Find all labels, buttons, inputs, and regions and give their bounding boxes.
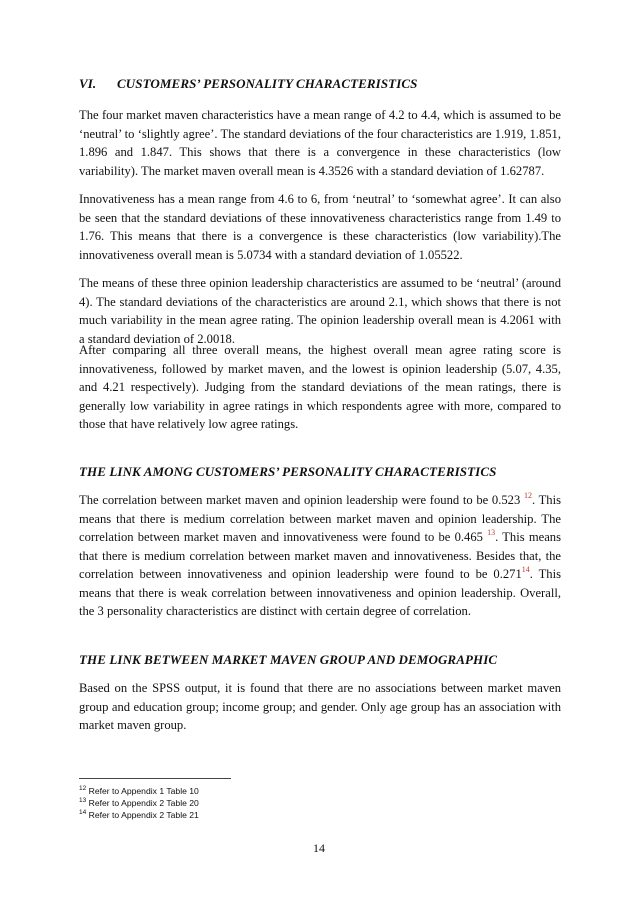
paragraph-market-maven: The four market maven characteristics have a mean range of 4.2 to 4.4, which is assumed to be ‘neutral’ to ‘slightly agree’. The standard deviations of the four characteristics are 1.919, 1.851, 1.896 and 1.847. This shows that there is a convergence in these characteristics (low variability). The market maven overall mean is 4.3526 with a standard deviation of 1.62787. [79, 108, 561, 178]
paragraph-innovativeness: Innovativeness has a mean range from 4.6 to 6, from ‘neutral’ to ‘somewhat agree’. It can also be seen that the standard deviations of these innovativeness characteristics range from 1.49 to 1.76. This means that there is a convergence is these characteristics (low variability).The innovativeness overall mean is 5.0734 with a standard deviation of 1.05522. [79, 192, 561, 262]
footnote-ref-13[interactable]: 13 [487, 528, 496, 537]
footnote-ref-12[interactable]: 12 [523, 491, 532, 500]
paragraph-comparison: After comparing all three overall means, the highest overall mean agree rating score is innovativeness, followed by market maven, and the lowest is opinion leadership (5.07, 4.35, and 4.21 respectively). Judging from the standard deviations of the mean ratings, there is generally low variability in agree ratings in which respondents agree with more, compared to those that have relatively low agree ratings. [79, 343, 561, 431]
correlation-text-a: The correlation between market maven and opinion leadership were found to be 0.523 [79, 493, 524, 507]
section-heading-personality [79, 76, 417, 92]
footnote-text: Refer to Appendix 2 Table 20 [88, 798, 199, 808]
paragraph-demographic: Based on the SPSS output, it is found that there are no associations between market maven group and education group; income group; and gender. Only age group has an association with market maven group. [79, 681, 561, 732]
section-number: VI. [79, 76, 97, 91]
footnote-14 [79, 809, 199, 821]
footnote-12 [79, 785, 199, 797]
footnote-number: 13 [79, 797, 87, 804]
footnote-13 [79, 797, 199, 809]
correlation-text-d: . This means that there is weak correlation between innovativeness and opinion leadership. Overall, the 3 personality characteristics are distinct with certain degree of correlation. [79, 567, 561, 618]
footnote-divider [79, 778, 231, 779]
correlation-text-b: . This means that there is medium correlation between market maven and opinion leadership. The correlation between market maven and innovativeness were found to be 0.465 [79, 493, 561, 544]
footnote-ref-14[interactable]: 14 [521, 565, 530, 574]
section-heading-demographic: THE LINK BETWEEN MARKET MAVEN GROUP AND DEMOGRAPHIC [79, 652, 498, 667]
page-number: 14 [313, 841, 325, 855]
paragraph-correlation [79, 491, 561, 621]
section-title: CUSTOMERS’ PERSONALITY CHARACTERISTICS [117, 76, 418, 91]
correlation-text-c: . This means that there is medium correlation between market maven and innovativeness. Besides that, the correlation between innovativeness and opinion leadership were found to be 0.271 [79, 530, 562, 581]
paragraph-opinion-leadership: The means of these three opinion leadership characteristics are assumed to be ‘neutral’ (around 4). The standard deviations of the characteristics are around 2.1, which shows that there is not much variability in the mean agree rating. The opinion leadership overall mean is 4.2061 with a standard deviation of 2.0018. [79, 276, 561, 346]
footnote-number: 14 [79, 809, 87, 816]
footnote-text: Refer to Appendix 1 Table 10 [88, 786, 199, 796]
footnote-text: Refer to Appendix 2 Table 21 [88, 810, 199, 820]
section-heading-link-personality: THE LINK AMONG CUSTOMERS’ PERSONALITY CHARACTERISTICS [79, 464, 497, 479]
footnote-number: 12 [79, 785, 87, 792]
